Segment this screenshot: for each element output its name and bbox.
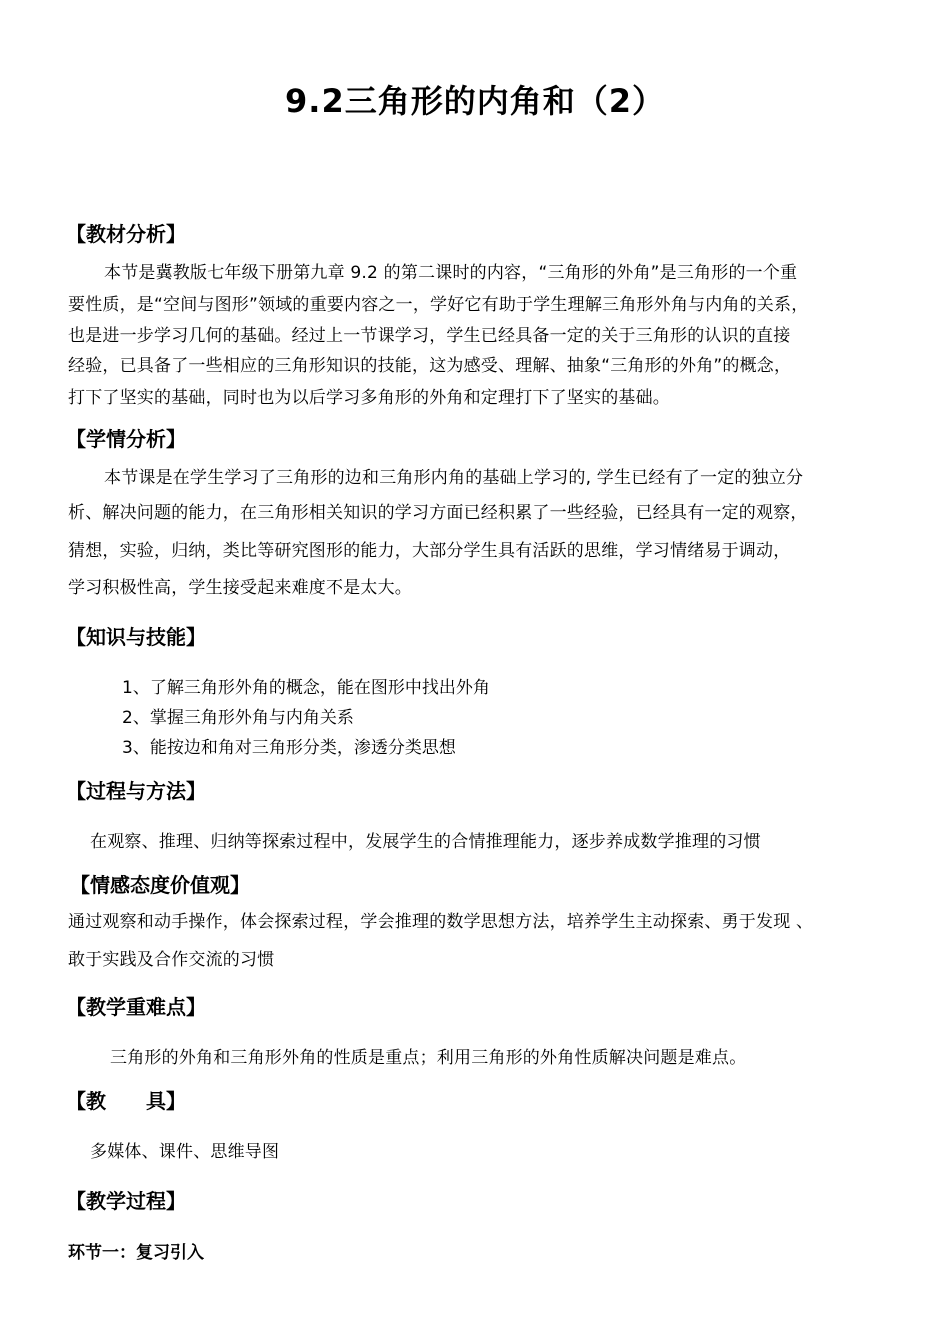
paragraph-line: 也是进一步学习几何的基础。经过上一节课学习，学生已经具备一定的关于三角形的认识的直接 <box>68 326 791 346</box>
paragraph-line: 猜想，实验，归纳，类比等研究图形的能力，大部分学生具有活跃的思维，学习情绪易于调动， <box>68 541 791 561</box>
heading-student-analysis: 【学情分析】 <box>66 427 186 451</box>
paragraph-line: 本节是冀教版七年级下册第九章 9.2 的第二课时的内容，“三角形的外角”是三角形的一个重 <box>104 263 798 283</box>
paragraph-line: 学习积极性高，学生接受起来难度不是太大。 <box>68 578 412 598</box>
heading-material-analysis: 【教材分析】 <box>66 222 186 246</box>
paragraph-line: 经验，已具备了一些相应的三角形知识的技能，这为感受、理解、抽象“三角形的外角”的概念， <box>68 356 792 376</box>
heading-knowledge-skills: 【知识与技能】 <box>66 625 206 649</box>
heading-teaching-tools: 【教 具】 <box>66 1089 186 1113</box>
paragraph-line: 三角形的外角和三角形外角的性质是重点；利用三角形的外角性质解决问题是难点。 <box>110 1048 747 1068</box>
step-heading: 环节一：复习引入 <box>68 1243 204 1263</box>
paragraph-line: 要性质，是“空间与图形”领域的重要内容之一，学好它有助于学生理解三角形外角与内角的关系， <box>68 295 809 315</box>
list-item: 2、掌握三角形外角与内角关系 <box>122 708 354 728</box>
paragraph-line: 敢于实践及合作交流的习惯 <box>68 950 275 970</box>
heading-key-difficult-points: 【教学重难点】 <box>66 995 206 1019</box>
heading-emotion-values: 【情感态度价值观】 <box>70 873 250 897</box>
paragraph-line: 在观察、推理、归纳等探索过程中，发展学生的合情推理能力，逐步养成数学推理的习惯 <box>90 832 761 852</box>
heading-process-method: 【过程与方法】 <box>66 779 206 803</box>
paragraph-line: 多媒体、课件、思维导图 <box>90 1142 280 1162</box>
paragraph-line: 本节课是在学生学习了三角形的边和三角形内角的基础上学习的, 学生已经有了一定的独立分 <box>104 468 804 488</box>
paragraph-line: 通过观察和动手操作，体会探索过程，学会推理的数学思想方法，培养学生主动探索、勇于发现 、 <box>68 912 814 932</box>
paragraph-line: 析、解决问题的能力，在三角形相关知识的学习方面已经积累了一些经验，已经具有一定的观察， <box>68 503 808 523</box>
page-title: 9.2三角形的内角和（2） <box>285 82 665 120</box>
paragraph-line: 打下了坚实的基础，同时也为以后学习多角形的外角和定理打下了坚实的基础。 <box>68 388 670 408</box>
heading-teaching-process: 【教学过程】 <box>66 1189 186 1213</box>
list-item: 1、了解三角形外角的概念，能在图形中找出外角 <box>122 678 490 698</box>
list-item: 3、能按边和角对三角形分类，渗透分类思想 <box>122 738 456 758</box>
